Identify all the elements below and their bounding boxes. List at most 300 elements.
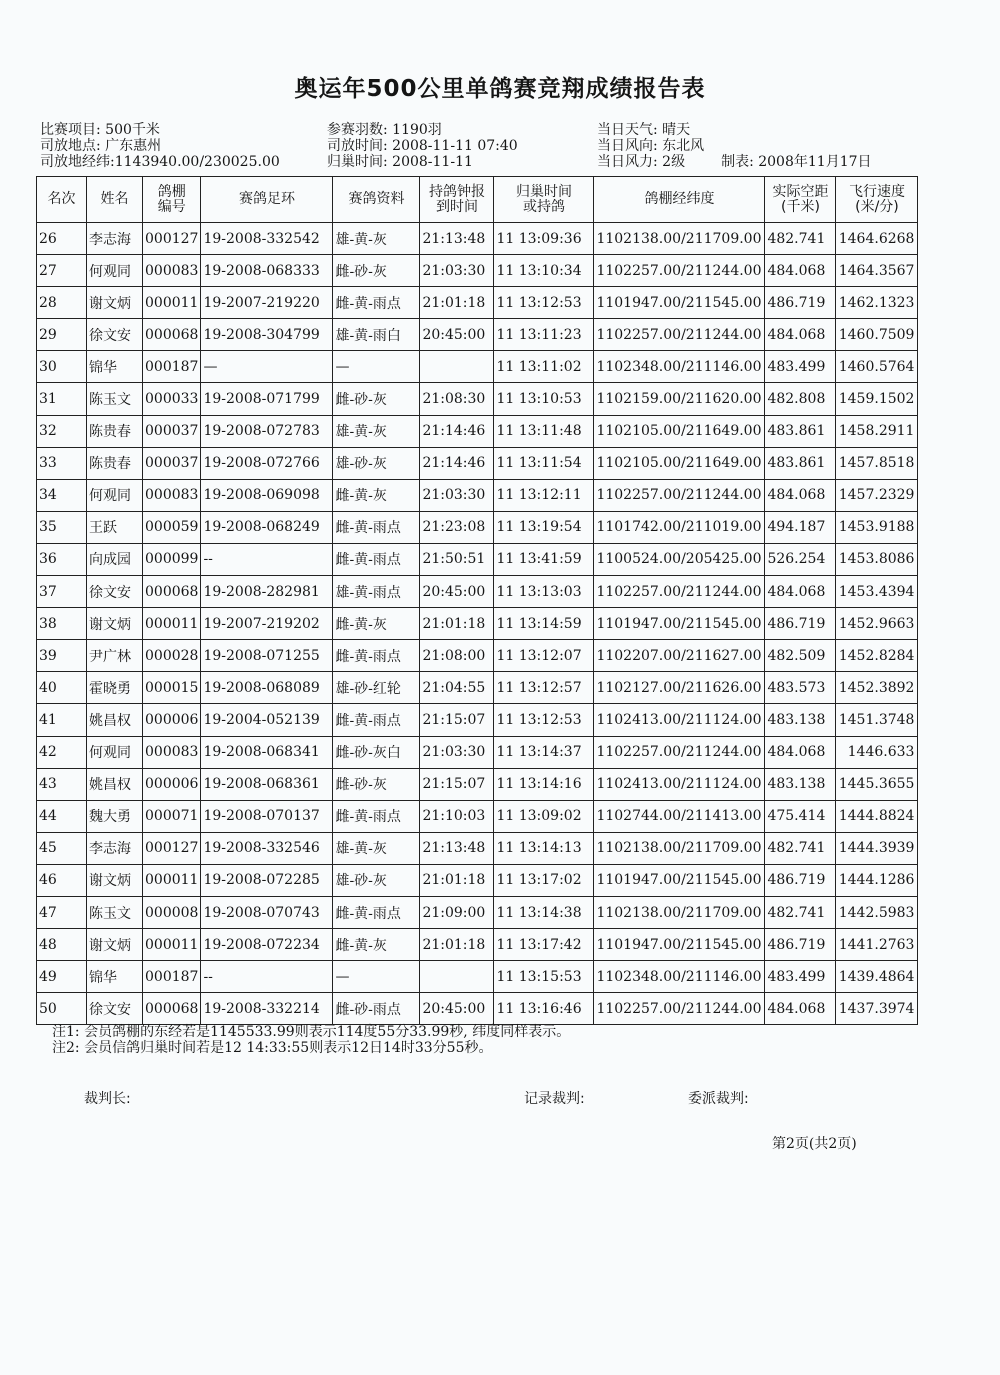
cell-clock: 21:01:18 xyxy=(420,287,494,319)
cell-speed: 1437.3974 xyxy=(836,993,918,1025)
cell-coords: 1102127.00/211626.00 xyxy=(594,672,765,704)
cell-pigeon: — xyxy=(333,351,420,383)
info-block-left xyxy=(40,122,280,170)
cell-name: 陈玉文 xyxy=(87,383,143,415)
table-header-row xyxy=(37,177,918,223)
cell-coords: 1102257.00/211244.00 xyxy=(594,319,765,351)
cell-pigeon: 雄-黄-灰 xyxy=(333,415,420,447)
header-arrival: 归巢时间或持鸽 xyxy=(494,177,594,223)
cell-clock: 21:23:08 xyxy=(420,511,494,543)
cell-ring: 19-2008-071799 xyxy=(201,383,333,415)
cell-coords: 1102257.00/211244.00 xyxy=(594,993,765,1025)
cell-speed: 1458.2911 xyxy=(836,415,918,447)
cell-clock: 21:03:30 xyxy=(420,736,494,768)
cell-name: 尹广林 xyxy=(87,640,143,672)
cell-clock: 21:15:07 xyxy=(420,768,494,800)
table-row xyxy=(37,223,918,255)
cell-distance: 494.187 xyxy=(765,511,836,543)
cell-pigeon: 雄-砂-灰 xyxy=(333,864,420,896)
cell-distance: 482.741 xyxy=(765,223,836,255)
cell-ring: 19-2008-332214 xyxy=(201,993,333,1025)
cell-arrival: 11 13:17:42 xyxy=(494,929,594,961)
cell-rank: 46 xyxy=(37,864,87,896)
cell-clock: 21:03:30 xyxy=(420,255,494,287)
cell-rank: 44 xyxy=(37,800,87,832)
cell-coords: 1101947.00/211545.00 xyxy=(594,864,765,896)
cell-clock: 21:01:18 xyxy=(420,864,494,896)
info-release-coords: 司放地经纬:1143940.00/230025.00 xyxy=(40,154,280,170)
cell-name: 姚昌权 xyxy=(87,768,143,800)
table-row xyxy=(37,479,918,511)
cell-distance: 483.499 xyxy=(765,351,836,383)
cell-pigeon: 雄-砂-灰 xyxy=(333,447,420,479)
cell-name: 霍晓勇 xyxy=(87,672,143,704)
cell-loft: 000037 xyxy=(143,415,201,447)
cell-coords: 1102138.00/211709.00 xyxy=(594,896,765,928)
cell-ring: 19-2008-332542 xyxy=(201,223,333,255)
cell-rank: 39 xyxy=(37,640,87,672)
cell-name: 向成园 xyxy=(87,543,143,575)
cell-rank: 34 xyxy=(37,479,87,511)
cell-ring: 19-2007-219220 xyxy=(201,287,333,319)
cell-speed: 1444.1286 xyxy=(836,864,918,896)
cell-arrival: 11 13:12:53 xyxy=(494,704,594,736)
cell-coords: 1102257.00/211244.00 xyxy=(594,576,765,608)
cell-arrival: 11 13:10:34 xyxy=(494,255,594,287)
cell-distance: 482.509 xyxy=(765,640,836,672)
cell-coords: 1102257.00/211244.00 xyxy=(594,255,765,287)
table-row xyxy=(37,383,918,415)
cell-clock: 20:45:00 xyxy=(420,319,494,351)
cell-ring: 19-2008-282981 xyxy=(201,576,333,608)
info-entries: 参赛羽数: 1190羽 xyxy=(327,122,442,138)
cell-loft: 000006 xyxy=(143,768,201,800)
cell-pigeon: 雄-黄-雨点 xyxy=(333,576,420,608)
cell-loft: 000083 xyxy=(143,255,201,287)
cell-pigeon: 雌-砂-灰 xyxy=(333,255,420,287)
cell-speed: 1459.1502 xyxy=(836,383,918,415)
recorder-judge-label: 记录裁判: xyxy=(524,1091,585,1107)
cell-loft: 000068 xyxy=(143,993,201,1025)
cell-coords: 1102159.00/211620.00 xyxy=(594,383,765,415)
cell-arrival: 11 13:13:03 xyxy=(494,576,594,608)
cell-name: 王跃 xyxy=(87,511,143,543)
cell-arrival: 11 13:11:02 xyxy=(494,351,594,383)
cell-name: 徐文安 xyxy=(87,993,143,1025)
footnote-2: 注2: 会员信鸽归巢时间若是12 14:33:55则表示12日14时33分55秒。 xyxy=(52,1040,493,1056)
cell-ring: 19-2004-052139 xyxy=(201,704,333,736)
cell-distance: 482.741 xyxy=(765,832,836,864)
cell-loft: 000011 xyxy=(143,864,201,896)
cell-loft: 000037 xyxy=(143,447,201,479)
cell-distance: 484.068 xyxy=(765,255,836,287)
cell-rank: 33 xyxy=(37,447,87,479)
cell-coords: 1102257.00/211244.00 xyxy=(594,736,765,768)
cell-name: 锦华 xyxy=(87,351,143,383)
cell-pigeon: 雄-黄-雨白 xyxy=(333,319,420,351)
cell-pigeon: 雌-黄-雨点 xyxy=(333,287,420,319)
cell-coords: 1101947.00/211545.00 xyxy=(594,287,765,319)
cell-arrival: 11 13:41:59 xyxy=(494,543,594,575)
table-row xyxy=(37,543,918,575)
cell-speed: 1444.3939 xyxy=(836,832,918,864)
cell-speed: 1453.9188 xyxy=(836,511,918,543)
cell-arrival: 11 13:09:02 xyxy=(494,800,594,832)
cell-rank: 42 xyxy=(37,736,87,768)
cell-name: 徐文安 xyxy=(87,576,143,608)
cell-rank: 49 xyxy=(37,961,87,993)
cell-clock: 21:14:46 xyxy=(420,447,494,479)
page-number: 第2页(共2页) xyxy=(772,1136,857,1152)
cell-distance: 484.068 xyxy=(765,319,836,351)
cell-arrival: 11 13:14:13 xyxy=(494,832,594,864)
cell-speed: 1464.3567 xyxy=(836,255,918,287)
cell-rank: 28 xyxy=(37,287,87,319)
cell-coords: 1101742.00/211019.00 xyxy=(594,511,765,543)
cell-clock xyxy=(420,351,494,383)
cell-speed: 1441.2763 xyxy=(836,929,918,961)
cell-pigeon: 雌-黄-雨点 xyxy=(333,800,420,832)
cell-clock: 21:13:48 xyxy=(420,832,494,864)
cell-name: 何观同 xyxy=(87,479,143,511)
table-row xyxy=(37,672,918,704)
cell-clock: 21:08:30 xyxy=(420,383,494,415)
cell-coords: 1102138.00/211709.00 xyxy=(594,832,765,864)
cell-ring: 19-2008-068333 xyxy=(201,255,333,287)
cell-speed: 1451.3748 xyxy=(836,704,918,736)
cell-loft: 000011 xyxy=(143,287,201,319)
cell-clock: 21:03:30 xyxy=(420,479,494,511)
info-return-time: 归巢时间: 2008-11-11 xyxy=(327,154,473,170)
footnotes xyxy=(52,1024,570,1056)
cell-coords: 1101947.00/211545.00 xyxy=(594,608,765,640)
table-row xyxy=(37,511,918,543)
table-row xyxy=(37,768,918,800)
cell-arrival: 11 13:19:54 xyxy=(494,511,594,543)
table-row xyxy=(37,415,918,447)
cell-clock: 21:01:18 xyxy=(420,929,494,961)
cell-arrival: 11 13:11:48 xyxy=(494,415,594,447)
cell-arrival: 11 13:12:11 xyxy=(494,479,594,511)
table-row xyxy=(37,447,918,479)
cell-name: 谢文炳 xyxy=(87,608,143,640)
cell-loft: 000011 xyxy=(143,608,201,640)
cell-rank: 35 xyxy=(37,511,87,543)
table-row xyxy=(37,896,918,928)
cell-pigeon: 雌-黄-雨点 xyxy=(333,896,420,928)
cell-distance: 483.861 xyxy=(765,415,836,447)
cell-loft: 000187 xyxy=(143,961,201,993)
cell-distance: 484.068 xyxy=(765,479,836,511)
header-name: 姓名 xyxy=(87,177,143,223)
table-row xyxy=(37,736,918,768)
cell-coords: 1102413.00/211124.00 xyxy=(594,704,765,736)
cell-distance: 486.719 xyxy=(765,287,836,319)
cell-name: 谢文炳 xyxy=(87,929,143,961)
cell-coords: 1102207.00/211627.00 xyxy=(594,640,765,672)
cell-rank: 37 xyxy=(37,576,87,608)
cell-rank: 43 xyxy=(37,768,87,800)
cell-ring: 19-2007-219202 xyxy=(201,608,333,640)
cell-ring: -- xyxy=(201,961,333,993)
table-row xyxy=(37,704,918,736)
cell-coords: 1102105.00/211649.00 xyxy=(594,447,765,479)
cell-pigeon: — xyxy=(333,961,420,993)
cell-ring: 19-2008-304799 xyxy=(201,319,333,351)
cell-arrival: 11 13:11:54 xyxy=(494,447,594,479)
cell-name: 李志海 xyxy=(87,832,143,864)
cell-distance: 483.573 xyxy=(765,672,836,704)
cell-rank: 30 xyxy=(37,351,87,383)
cell-rank: 38 xyxy=(37,608,87,640)
cell-arrival: 11 13:12:57 xyxy=(494,672,594,704)
chief-judge-label: 裁判长: xyxy=(84,1091,131,1107)
cell-name: 姚昌权 xyxy=(87,704,143,736)
cell-rank: 36 xyxy=(37,543,87,575)
cell-coords: 1102105.00/211649.00 xyxy=(594,415,765,447)
cell-loft: 000071 xyxy=(143,800,201,832)
cell-loft: 000033 xyxy=(143,383,201,415)
table-row xyxy=(37,640,918,672)
cell-pigeon: 雌-黄-灰 xyxy=(333,929,420,961)
header-distance: 实际空距(千米) xyxy=(765,177,836,223)
cell-loft: 000011 xyxy=(143,929,201,961)
cell-ring: 19-2008-332546 xyxy=(201,832,333,864)
table-row xyxy=(37,864,918,896)
cell-distance: 486.719 xyxy=(765,608,836,640)
cell-ring: 19-2008-069098 xyxy=(201,479,333,511)
cell-loft: 000187 xyxy=(143,351,201,383)
cell-speed: 1444.8824 xyxy=(836,800,918,832)
cell-pigeon: 雌-黄-雨点 xyxy=(333,543,420,575)
cell-ring: 19-2008-068341 xyxy=(201,736,333,768)
cell-rank: 45 xyxy=(37,832,87,864)
header-speed: 飞行速度(米/分) xyxy=(836,177,918,223)
table-row xyxy=(37,576,918,608)
cell-rank: 26 xyxy=(37,223,87,255)
cell-speed: 1453.4394 xyxy=(836,576,918,608)
results-table xyxy=(36,176,918,1025)
cell-pigeon: 雌-砂-灰 xyxy=(333,768,420,800)
info-project: 比赛项目: 500千米 xyxy=(40,122,160,138)
cell-rank: 41 xyxy=(37,704,87,736)
cell-loft: 000028 xyxy=(143,640,201,672)
table-row xyxy=(37,800,918,832)
cell-ring: 19-2008-068361 xyxy=(201,768,333,800)
cell-name: 陈贵春 xyxy=(87,415,143,447)
cell-distance: 483.138 xyxy=(765,768,836,800)
cell-distance: 475.414 xyxy=(765,800,836,832)
cell-coords: 1102348.00/211146.00 xyxy=(594,351,765,383)
cell-arrival: 11 13:14:59 xyxy=(494,608,594,640)
cell-arrival: 11 13:17:02 xyxy=(494,864,594,896)
cell-clock: 21:14:46 xyxy=(420,415,494,447)
cell-ring: — xyxy=(201,351,333,383)
cell-rank: 40 xyxy=(37,672,87,704)
cell-pigeon: 雌-砂-灰白 xyxy=(333,736,420,768)
cell-clock: 21:10:03 xyxy=(420,800,494,832)
cell-pigeon: 雌-砂-雨点 xyxy=(333,993,420,1025)
cell-pigeon: 雌-黄-雨点 xyxy=(333,511,420,543)
cell-rank: 47 xyxy=(37,896,87,928)
cell-distance: 484.068 xyxy=(765,993,836,1025)
cell-coords: 1102257.00/211244.00 xyxy=(594,479,765,511)
cell-distance: 484.068 xyxy=(765,576,836,608)
cell-pigeon: 雄-黄-灰 xyxy=(333,832,420,864)
cell-ring: 19-2008-072783 xyxy=(201,415,333,447)
info-made-date: 制表: 2008年11月17日 xyxy=(721,154,872,170)
header-coords: 鸽棚经纬度 xyxy=(594,177,765,223)
cell-clock: 21:08:00 xyxy=(420,640,494,672)
cell-name: 李志海 xyxy=(87,223,143,255)
cell-name: 何观同 xyxy=(87,255,143,287)
cell-pigeon: 雄-黄-灰 xyxy=(333,223,420,255)
cell-pigeon: 雌-砂-灰 xyxy=(333,383,420,415)
cell-arrival: 11 13:09:36 xyxy=(494,223,594,255)
info-block-right xyxy=(597,122,872,170)
table-row xyxy=(37,961,918,993)
cell-loft: 000083 xyxy=(143,479,201,511)
cell-ring: 19-2008-072234 xyxy=(201,929,333,961)
appointed-judge-label: 委派裁判: xyxy=(688,1091,749,1107)
table-row xyxy=(37,351,918,383)
cell-clock: 21:09:00 xyxy=(420,896,494,928)
cell-coords: 1101947.00/211545.00 xyxy=(594,929,765,961)
cell-speed: 1460.5764 xyxy=(836,351,918,383)
cell-speed: 1445.3655 xyxy=(836,768,918,800)
table-row xyxy=(37,255,918,287)
cell-arrival: 11 13:14:16 xyxy=(494,768,594,800)
cell-distance: 482.741 xyxy=(765,896,836,928)
cell-clock: 21:15:07 xyxy=(420,704,494,736)
cell-loft: 000015 xyxy=(143,672,201,704)
cell-arrival: 11 13:16:46 xyxy=(494,993,594,1025)
cell-rank: 29 xyxy=(37,319,87,351)
cell-arrival: 11 13:11:23 xyxy=(494,319,594,351)
cell-ring: 19-2008-068249 xyxy=(201,511,333,543)
header-clock: 持鸽钟报到时间 xyxy=(420,177,494,223)
cell-speed: 1457.8518 xyxy=(836,447,918,479)
cell-loft: 000008 xyxy=(143,896,201,928)
cell-speed: 1452.8284 xyxy=(836,640,918,672)
info-release-time: 司放时间: 2008-11-11 07:40 xyxy=(327,138,518,154)
cell-rank: 48 xyxy=(37,929,87,961)
cell-distance: 482.808 xyxy=(765,383,836,415)
cell-distance: 486.719 xyxy=(765,864,836,896)
cell-pigeon: 雌-黄-雨点 xyxy=(333,704,420,736)
cell-speed: 1453.8086 xyxy=(836,543,918,575)
cell-speed: 1452.9663 xyxy=(836,608,918,640)
cell-clock: 21:13:48 xyxy=(420,223,494,255)
cell-speed: 1457.2329 xyxy=(836,479,918,511)
cell-loft: 000068 xyxy=(143,576,201,608)
cell-pigeon: 雄-砂-红轮 xyxy=(333,672,420,704)
cell-name: 陈玉文 xyxy=(87,896,143,928)
cell-speed: 1460.7509 xyxy=(836,319,918,351)
cell-ring: 19-2008-070743 xyxy=(201,896,333,928)
cell-arrival: 11 13:14:38 xyxy=(494,896,594,928)
cell-loft: 000127 xyxy=(143,832,201,864)
cell-arrival: 11 13:12:53 xyxy=(494,287,594,319)
cell-pigeon: 雌-黄-雨点 xyxy=(333,640,420,672)
info-weather: 当日天气: 晴天 xyxy=(597,122,691,138)
table-row xyxy=(37,287,918,319)
cell-loft: 000059 xyxy=(143,511,201,543)
cell-speed: 1464.6268 xyxy=(836,223,918,255)
cell-arrival: 11 13:15:53 xyxy=(494,961,594,993)
header-ring: 赛鸽足环 xyxy=(201,177,333,223)
cell-rank: 32 xyxy=(37,415,87,447)
info-block-middle xyxy=(327,122,518,170)
cell-distance: 483.138 xyxy=(765,704,836,736)
cell-name: 徐文安 xyxy=(87,319,143,351)
cell-speed: 1446.633 xyxy=(836,736,918,768)
cell-distance: 483.499 xyxy=(765,961,836,993)
cell-speed: 1442.5983 xyxy=(836,896,918,928)
info-wind-direction: 当日风向: 东北风 xyxy=(597,138,705,154)
header-pigeon: 赛鸽资料 xyxy=(333,177,420,223)
table-row xyxy=(37,832,918,864)
cell-distance: 526.254 xyxy=(765,543,836,575)
cell-arrival: 11 13:12:07 xyxy=(494,640,594,672)
cell-loft: 000099 xyxy=(143,543,201,575)
cell-speed: 1439.4864 xyxy=(836,961,918,993)
cell-loft: 000083 xyxy=(143,736,201,768)
cell-clock: 21:04:55 xyxy=(420,672,494,704)
cell-coords: 1102138.00/211709.00 xyxy=(594,223,765,255)
cell-coords: 1102413.00/211124.00 xyxy=(594,768,765,800)
header-loft: 鸽棚编号 xyxy=(143,177,201,223)
cell-loft: 000127 xyxy=(143,223,201,255)
cell-rank: 31 xyxy=(37,383,87,415)
cell-pigeon: 雌-黄-灰 xyxy=(333,608,420,640)
header-rank: 名次 xyxy=(37,177,87,223)
cell-ring: 19-2008-068089 xyxy=(201,672,333,704)
cell-arrival: 11 13:14:37 xyxy=(494,736,594,768)
cell-coords: 1100524.00/205425.00 xyxy=(594,543,765,575)
cell-loft: 000006 xyxy=(143,704,201,736)
cell-speed: 1462.1323 xyxy=(836,287,918,319)
cell-ring: -- xyxy=(201,543,333,575)
cell-distance: 484.068 xyxy=(765,736,836,768)
cell-name: 锦华 xyxy=(87,961,143,993)
cell-ring: 19-2008-072766 xyxy=(201,447,333,479)
cell-clock: 21:50:51 xyxy=(420,543,494,575)
cell-loft: 000068 xyxy=(143,319,201,351)
cell-distance: 486.719 xyxy=(765,929,836,961)
cell-arrival: 11 13:10:53 xyxy=(494,383,594,415)
cell-clock xyxy=(420,961,494,993)
cell-name: 谢文炳 xyxy=(87,864,143,896)
cell-name: 谢文炳 xyxy=(87,287,143,319)
cell-ring: 19-2008-070137 xyxy=(201,800,333,832)
cell-clock: 20:45:00 xyxy=(420,993,494,1025)
cell-ring: 19-2008-072285 xyxy=(201,864,333,896)
cell-name: 陈贵春 xyxy=(87,447,143,479)
table-row xyxy=(37,993,918,1025)
cell-clock: 21:01:18 xyxy=(420,608,494,640)
footnote-1: 注1: 会员鸽棚的东经若是1145533.99则表示114度55分33.99秒, 纬度同样表示。 xyxy=(52,1024,571,1040)
table-row xyxy=(37,929,918,961)
cell-name: 何观同 xyxy=(87,736,143,768)
cell-coords: 1102348.00/211146.00 xyxy=(594,961,765,993)
cell-speed: 1452.3892 xyxy=(836,672,918,704)
cell-distance: 483.861 xyxy=(765,447,836,479)
cell-name: 魏大勇 xyxy=(87,800,143,832)
info-wind-force: 当日风力: 2级 xyxy=(597,154,686,170)
info-release-place: 司放地点: 广东惠州 xyxy=(40,138,162,154)
cell-ring: 19-2008-071255 xyxy=(201,640,333,672)
